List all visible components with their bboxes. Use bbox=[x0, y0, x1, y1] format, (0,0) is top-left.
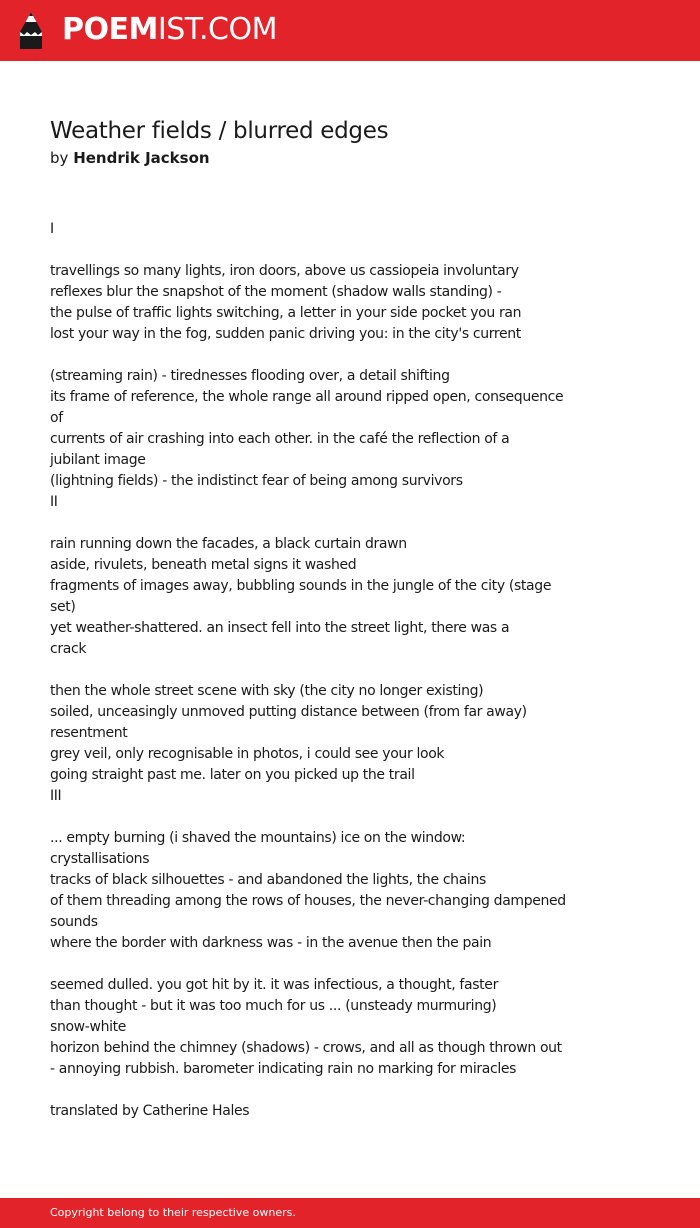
stanza-break bbox=[50, 1080, 590, 1101]
poem-line: set) bbox=[50, 599, 76, 615]
by-label: by bbox=[50, 149, 69, 167]
poem-line: grey veil, only recognisable in photos, i could see your look bbox=[50, 746, 445, 762]
poem-line: the pulse of traffic lights switching, a letter in your side pocket you ran bbox=[50, 305, 522, 321]
poem-line: jubilant image bbox=[50, 452, 146, 468]
poem-line: snow-white bbox=[50, 1019, 127, 1035]
poem-line: ... empty burning (i shaved the mountains) ice on the window: bbox=[50, 830, 466, 846]
poem-line: tracks of black silhouettes - and abandoned the lights, the chains bbox=[50, 872, 486, 888]
site-logo-text[interactable] bbox=[62, 11, 277, 49]
poem-line: than thought - but it was too much for us ... (unsteady murmuring) bbox=[50, 998, 497, 1014]
poem-line: fragments of images away, bubbling sounds in the jungle of the city (stage bbox=[50, 578, 552, 594]
poem-line: sounds bbox=[50, 914, 98, 930]
poem-line: its frame of reference, the whole range all around ripped open, consequence bbox=[50, 389, 564, 405]
poem-line: - annoying rubbish. barometer indicating rain no marking for miracles bbox=[50, 1061, 517, 1077]
pencil-logo-icon[interactable] bbox=[18, 10, 44, 51]
poem-line: crack bbox=[50, 641, 87, 657]
poem-line: where the border with darkness was - in the avenue then the pain bbox=[50, 935, 492, 951]
stanza-break bbox=[50, 807, 590, 828]
site-footer bbox=[0, 1198, 700, 1228]
poem-body bbox=[50, 219, 590, 1122]
stanza-break bbox=[50, 513, 590, 534]
poem-line: soiled, unceasingly unmoved putting distance between (from far away) bbox=[50, 704, 527, 720]
copyright-text: Copyright belong to their respective owners. bbox=[50, 1206, 296, 1219]
poem-line: seemed dulled. you got hit by it. it was infectious, a thought, faster bbox=[50, 977, 498, 993]
poem-line: rain running down the facades, a black curtain drawn bbox=[50, 536, 407, 552]
poem-title: Weather fields / blurred edges bbox=[50, 118, 389, 144]
poem-line: translated by Catherine Hales bbox=[50, 1103, 250, 1119]
stanza-break bbox=[50, 954, 590, 975]
logo-bold: POEM bbox=[62, 12, 158, 47]
poem-line: then the whole street scene with sky (the city no longer existing) bbox=[50, 683, 484, 699]
byline bbox=[50, 148, 210, 169]
poem-line: crystallisations bbox=[50, 851, 150, 867]
poem-line: reflexes blur the snapshot of the moment (shadow walls standing) - bbox=[50, 284, 502, 300]
author-name: Hendrik Jackson bbox=[73, 149, 210, 167]
poem-line: (lightning fields) - the indistinct fear of being among survivors bbox=[50, 473, 463, 489]
poem-line: of bbox=[50, 410, 63, 426]
poem-line: resentment bbox=[50, 725, 128, 741]
poem-line: going straight past me. later on you picked up the trail bbox=[50, 767, 415, 783]
logo-light: IST.COM bbox=[157, 12, 277, 47]
stanza-break bbox=[50, 240, 590, 261]
poem-line: lost your way in the fog, sudden panic driving you: in the city's current bbox=[50, 326, 521, 342]
stanza-break bbox=[50, 345, 590, 366]
poem-line: I bbox=[50, 221, 54, 237]
site-header bbox=[0, 0, 700, 61]
poem-line: II bbox=[50, 494, 58, 510]
poem-line: yet weather-shattered. an insect fell into the street light, there was a bbox=[50, 620, 510, 636]
poem-line: (streaming rain) - tirednesses flooding over, a detail shifting bbox=[50, 368, 450, 384]
poem-line: currents of air crashing into each other. in the café the reflection of a bbox=[50, 431, 510, 447]
poem-line: aside, rivulets, beneath metal signs it washed bbox=[50, 557, 357, 573]
poem-line: horizon behind the chimney (shadows) - crows, and all as though thrown out bbox=[50, 1040, 562, 1056]
poem-line: of them threading among the rows of houses, the never-changing dampened bbox=[50, 893, 566, 909]
poem-line: III bbox=[50, 788, 62, 804]
stanza-break bbox=[50, 660, 590, 681]
poem-line: travellings so many lights, iron doors, above us cassiopeia involuntary bbox=[50, 263, 519, 279]
